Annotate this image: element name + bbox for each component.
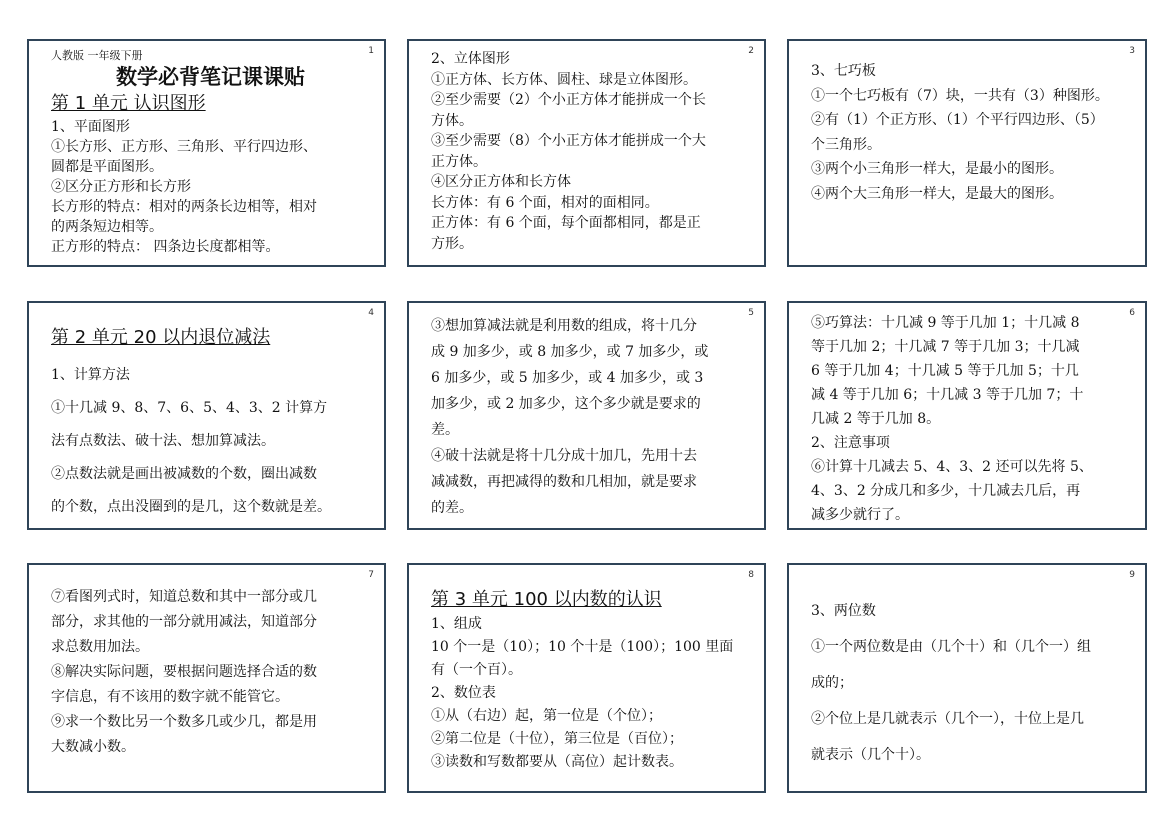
card-number: 2 xyxy=(748,46,754,56)
text-line: 方体。 xyxy=(431,112,473,129)
text-line: ①从（右边）起，第一位是（个位）； xyxy=(431,708,662,724)
text-line: 等于几加 2；十几减 7 等于几加 3；十几减 xyxy=(811,339,1080,355)
unit-heading: 第 1 单元 认识图形 xyxy=(51,93,206,114)
text-line: ②第二位是（十位），第三位是（百位）； xyxy=(431,731,683,747)
unit-heading: 第 2 单元 20 以内退位减法 xyxy=(51,327,271,348)
text-line: ④两个大三角形一样大，是最大的图形。 xyxy=(811,185,1063,202)
text-line: 就表示（几个十）。 xyxy=(811,747,930,763)
text-line: 减减数，再把减得的数和几相加，就是要求 xyxy=(431,474,697,490)
text-line: 2、数位表 xyxy=(431,685,496,701)
text-line: 字信息，有不该用的数字就不能管它。 xyxy=(51,689,289,705)
text-line: 6 等于几加 4；十几减 5 等于几加 5；十几 xyxy=(811,363,1079,379)
text-line: 6 加多少，或 5 加多少，或 4 加多少，或 3 xyxy=(431,370,704,386)
text-line: 个三角形。 xyxy=(811,136,881,153)
text-line: ③想加算减法就是利用数的组成，将十几分 xyxy=(431,318,697,334)
text-line: ④区分正方体和长方体 xyxy=(431,174,571,190)
text-line: ⑨求一个数比另一个数多几或少几，都是用 xyxy=(51,714,317,730)
text-line: ⑤巧算法：十几减 9 等于几加 1；十几减 8 xyxy=(811,315,1080,331)
note-card-4 xyxy=(27,301,386,530)
card-number: 5 xyxy=(748,308,754,318)
text-line: ③至少需要（8）个小正方体才能拼成一个大 xyxy=(431,133,706,149)
text-line: ②区分正方形和长方形 xyxy=(51,179,191,195)
text-line: ⑦看图列式时，知道总数和其中一部分或几 xyxy=(51,589,317,605)
card-number: 3 xyxy=(1129,46,1135,56)
text-line: 法有点数法、破十法、想加算减法。 xyxy=(51,433,275,449)
text-line: 3、两位数 xyxy=(811,603,876,619)
text-line: 的个数，点出没圈到的是几，这个数就是差。 xyxy=(51,499,331,515)
text-line: ⑥计算十几减去 5、4、3、2 还可以先将 5、 xyxy=(811,459,1093,475)
text-line: 正方体。 xyxy=(431,153,487,170)
text-line: ①正方体、长方体、圆柱、球是立体图形。 xyxy=(431,71,697,88)
text-line: 成的； xyxy=(811,675,853,691)
card-number: 6 xyxy=(1129,308,1135,318)
text-line: ②点数法就是画出被减数的个数，圈出减数 xyxy=(51,466,317,482)
text-line: 成 9 加多少，或 8 加多少，或 7 加多少，或 xyxy=(431,344,709,360)
text-line: 有（一个百）。 xyxy=(431,662,522,678)
text-line: ③读数和写数都要从（高位）起计数表。 xyxy=(431,754,683,770)
card-number: 4 xyxy=(368,308,374,318)
text-line: 的两条短边相等。 xyxy=(51,219,163,235)
note-card-3 xyxy=(787,39,1147,267)
text-line: 3、七巧板 xyxy=(811,63,876,79)
text-line: 求总数用加法。 xyxy=(51,639,149,655)
text-line: ②个位上是几就表示（几个一），十位上是几 xyxy=(811,711,1084,727)
text-line: 减 4 等于几加 6；十几减 3 等于几加 7；十 xyxy=(811,387,1084,403)
text-line: ①长方形、正方形、三角形、平行四边形、 xyxy=(51,139,317,155)
text-line: 4、3、2 分成几和多少，十几减去几后，再 xyxy=(811,483,1081,499)
note-card-7 xyxy=(27,563,386,793)
text-line: 加多少，或 2 加多少，这个多少就是要求的 xyxy=(431,396,701,412)
text-line: ④破十法就是将十几分成十加几，先用十去 xyxy=(431,448,697,464)
note-card-2 xyxy=(407,39,766,267)
card-number: 9 xyxy=(1129,570,1135,580)
text-line: ②有（1）个正方形、（1）个平行四边形、（5） xyxy=(811,112,1104,128)
text-line: 长方体：有 6 个面，相对的面相同。 xyxy=(431,194,659,211)
edition-label: 人教版 一年级下册 xyxy=(51,49,143,62)
text-line: ①十几减 9、8、7、6、5、4、3、2 计算方 xyxy=(51,400,328,416)
text-line: ①一个两位数是由（几个十）和（几个一）组 xyxy=(811,639,1091,655)
note-card-9 xyxy=(787,563,1147,793)
text-line: 差。 xyxy=(431,422,459,438)
text-line: ⑧解决实际问题，要根据问题选择合适的数 xyxy=(51,664,317,680)
note-card-1 xyxy=(27,39,386,267)
text-line: 大数减小数。 xyxy=(51,739,135,755)
text-line: 2、立体图形 xyxy=(431,51,510,67)
text-line: 部分，求其他的一部分就用减法，知道部分 xyxy=(51,614,317,630)
text-line: 方形。 xyxy=(431,235,473,252)
card-number: 1 xyxy=(368,46,374,56)
text-line: 几减 2 等于几加 8。 xyxy=(811,411,941,427)
note-card-6 xyxy=(787,301,1147,530)
text-line: 1、计算方法 xyxy=(51,367,130,383)
unit-heading: 第 3 单元 100 以内数的认识 xyxy=(431,589,662,610)
text-line: 正方体：有 6 个面，每个面都相同，都是正 xyxy=(431,215,701,231)
card-number: 8 xyxy=(748,570,754,580)
text-line: 长方形的特点：相对的两条长边相等，相对 xyxy=(51,199,317,215)
text-line: 减多少就行了。 xyxy=(811,507,909,523)
text-line: 1、平面图形 xyxy=(51,119,130,135)
text-line: 1、组成 xyxy=(431,616,482,632)
text-line: ②至少需要（2）个小正方体才能拼成一个长 xyxy=(431,92,706,108)
text-line: 正方形的特点： 四条边长度都相等。 xyxy=(51,239,280,255)
text-line: 2、注意事项 xyxy=(811,435,890,451)
text-line: ①一个七巧板有（7）块，一共有（3）种图形。 xyxy=(811,87,1109,104)
card-number: 7 xyxy=(368,570,374,580)
text-line: 10 个一是（10）；10 个十是（100）；100 里面 xyxy=(431,639,734,655)
note-card-5 xyxy=(407,301,766,530)
text-line: 圆都是平面图形。 xyxy=(51,159,163,175)
document-title: 数学必背笔记课课贴 xyxy=(116,65,305,89)
text-line: ③两个小三角形一样大，是最小的图形。 xyxy=(811,161,1063,177)
note-card-8 xyxy=(407,563,766,793)
text-line: 的差。 xyxy=(431,500,473,516)
